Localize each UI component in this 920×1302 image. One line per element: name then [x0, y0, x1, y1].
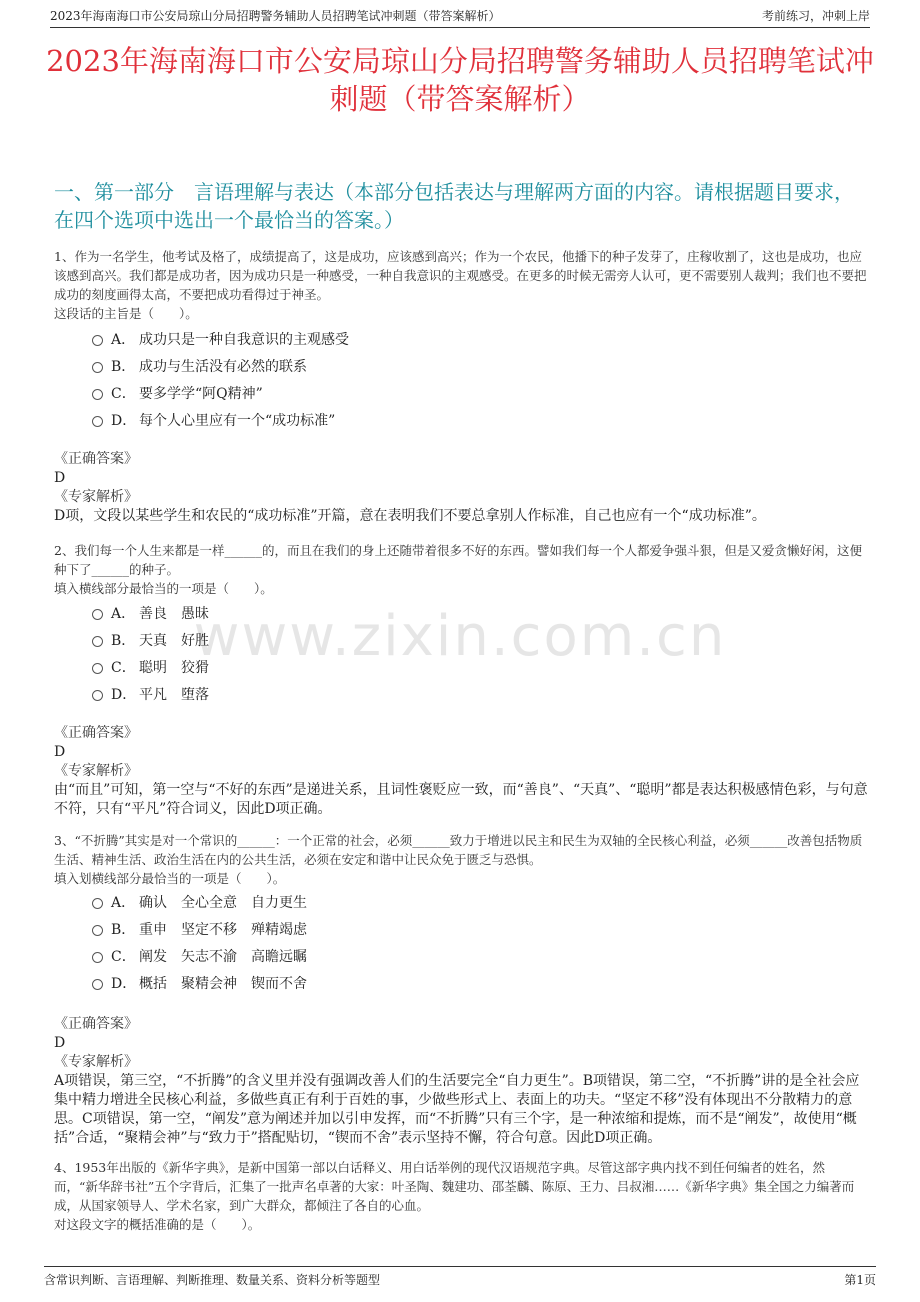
option-text: 确认 全心全意 自力更生 [139, 894, 307, 911]
answer-value: D [54, 470, 66, 486]
question-1-answer-block [54, 450, 868, 526]
answer-label: 《正确答案》 [54, 451, 138, 467]
option-key: B． [111, 632, 136, 649]
question-stem-text: 2、我们每一个人生来都是一样______的，而且在我们的身上还随带着很多不好的东西。譬如我们每一个人都爱争强斗狠，但是又爱贪懒好闲，这便种下了______的种子。 [54, 543, 862, 577]
radio-icon[interactable] [92, 389, 103, 400]
question-2-answer-block [54, 724, 868, 819]
option-d[interactable] [92, 406, 349, 433]
question-1-options [92, 325, 349, 433]
header-left: 2023年海南海口市公安局琼山分局招聘警务辅助人员招聘笔试冲刺题（带答案解析） [50, 9, 501, 23]
option-key: A． [111, 331, 136, 348]
option-key: A． [111, 894, 136, 911]
radio-icon[interactable] [92, 335, 103, 346]
option-key: C． [111, 385, 136, 402]
option-b[interactable] [92, 915, 307, 942]
document-title: 2023年海南海口市公安局琼山分局招聘警务辅助人员招聘笔试冲刺题（带答案解析） [46, 44, 874, 116]
option-c[interactable] [92, 942, 307, 969]
question-prompt: 填入划横线部分最恰当的一项是（ ）。 [54, 871, 286, 886]
analysis-text: A项错误，第三空，“不折腾”的含义里并没有强调改善人们的生活要完全“自力更生”。B项错误，第二空，“不折腾”讲的是全社会应集中精力增进全民核心利益，多做些真正有利于百姓的事，少做些形式上、表面上的功夫。“坚定不移”没有体现出不分散精力的意思。C项错误，第一空，“阐发”意为阐述并加以引申发挥，而“不折腾”只有三个字，是一种浓缩和提炼，而不是“阐发”，故使用“概括”合适，“聚精会神”与“致力于”搭配贴切，“锲而不舍”表示坚持不懈，符合句意。因此D项正确。 [54, 1073, 860, 1146]
analysis-label: 《专家解析》 [54, 763, 138, 779]
option-text: 概括 聚精会神 锲而不舍 [139, 975, 307, 992]
question-3-stem [54, 831, 868, 888]
question-stem-text: 1、作为一名学生，他考试及格了，成绩提高了，这是成功，应该感到高兴；作为一个农民，他播下的种子发芽了，庄稼收割了，这也是成功，也应该感到高兴。我们都是成功者，因为成功只是一种感受，一种自我意识的主观感受。在更多的时候无需旁人认可，更不需要别人裁判；我们也不要把成功的刻度画得太高，不要把成功看得过于神圣。 [54, 249, 867, 302]
question-2-options [92, 599, 209, 707]
answer-label: 《正确答案》 [54, 725, 138, 741]
question-4-stem [54, 1158, 868, 1234]
question-prompt: 填入横线部分最恰当的一项是（ ）。 [54, 581, 273, 596]
option-a[interactable] [92, 325, 349, 352]
watermark: www.zixin.com.cn [193, 604, 727, 669]
question-prompt: 这段话的主旨是（ ）。 [54, 306, 198, 321]
option-key: C． [111, 659, 136, 676]
option-d[interactable] [92, 969, 307, 996]
option-text: 成功只是一种自我意识的主观感受 [139, 331, 349, 348]
radio-icon[interactable] [92, 636, 103, 647]
option-b[interactable] [92, 626, 209, 653]
option-text: 重申 坚定不移 殚精竭虑 [139, 921, 307, 938]
analysis-text: 由“而且”可知，第一空与“不好的东西”是递进关系，且词性褒贬应一致，而“善良”、“天真”、“聪明”都是表达积极感情色彩，与句意不符，只有“平凡”符合词义，因此D项正确。 [54, 782, 868, 817]
question-prompt: 对这段文字的概括准确的是（ ）。 [54, 1217, 261, 1232]
radio-icon[interactable] [92, 663, 103, 674]
option-text: 善良 愚昧 [139, 605, 209, 622]
option-text: 天真 好胜 [139, 632, 209, 649]
question-stem-text: 3、“不折腾”其实是对一个常识的______：一个正常的社会，必须______致力于增进以民主和民生为双轴的全民核心利益，必须______改善包括物质生活、精神生活、政治生活在内的公共生活，必须在安定和谐中让民众免于匮乏与恐惧。 [54, 833, 863, 867]
radio-icon[interactable] [92, 925, 103, 936]
option-c[interactable] [92, 379, 349, 406]
option-a[interactable] [92, 888, 307, 915]
option-key: A． [111, 605, 136, 622]
option-c[interactable] [92, 653, 209, 680]
radio-icon[interactable] [92, 609, 103, 620]
header-right: 考前练习，冲刺上岸 [761, 9, 870, 23]
question-3-answer-block [54, 1015, 868, 1148]
analysis-text: D项，文段以某些学生和农民的“成功标准”开篇，意在表明我们不要总拿别人作标准，自己也应有一个“成功标准”。 [54, 508, 766, 524]
footer-left: 含常识判断、言语理解、判断推理、数量关系、资料分析等题型 [44, 1273, 381, 1287]
radio-icon[interactable] [92, 362, 103, 373]
option-a[interactable] [92, 599, 209, 626]
option-text: 聪明 狡猾 [139, 659, 209, 676]
answer-value: D [54, 744, 66, 760]
option-text: 阐发 矢志不渝 高瞻远瞩 [139, 948, 307, 965]
option-text: 每个人心里应有一个“成功标准” [139, 412, 336, 429]
analysis-label: 《专家解析》 [54, 489, 138, 505]
answer-value: D [54, 1035, 66, 1051]
radio-icon[interactable] [92, 416, 103, 427]
question-stem-text: 4、1953年出版的《新华字典》，是新中国第一部以白话释义、用白话举例的现代汉语规范字典。尽管这部字典内找不到任何编者的姓名，然而，“新华辞书社”五个字背后，汇集了一批声名卓著的大家：叶圣陶、魏建功、邵荃麟、陈原、王力、吕叔湘……《新华字典》集全国之力编著而成，从国家领导人、学术名家，到广大群众，都倾注了各自的心血。 [54, 1160, 855, 1213]
section-heading: 一、第一部分 言语理解与表达（本部分包括表达与理解两方面的内容。请根据题目要求，在四个选项中选出一个最恰当的答案。） [54, 180, 854, 232]
option-key: C． [111, 948, 136, 965]
page-number: 第1页 [844, 1273, 876, 1287]
option-key: D． [111, 412, 137, 429]
option-key: B． [111, 358, 136, 375]
radio-icon[interactable] [92, 979, 103, 990]
page-header [50, 0, 870, 28]
option-text: 成功与生活没有必然的联系 [139, 358, 307, 375]
page-footer [44, 1266, 876, 1288]
question-2-stem [54, 541, 868, 598]
option-key: B． [111, 921, 136, 938]
option-d[interactable] [92, 680, 209, 707]
question-1-stem [54, 247, 868, 323]
radio-icon[interactable] [92, 898, 103, 909]
analysis-label: 《专家解析》 [54, 1054, 138, 1070]
radio-icon[interactable] [92, 690, 103, 701]
answer-label: 《正确答案》 [54, 1016, 138, 1032]
option-key: D． [111, 975, 137, 992]
question-3-options [92, 888, 307, 996]
radio-icon[interactable] [92, 952, 103, 963]
option-text: 要多学学“阿Q精神” [139, 385, 263, 402]
option-b[interactable] [92, 352, 349, 379]
option-key: D． [111, 686, 137, 703]
option-text: 平凡 堕落 [139, 686, 209, 703]
